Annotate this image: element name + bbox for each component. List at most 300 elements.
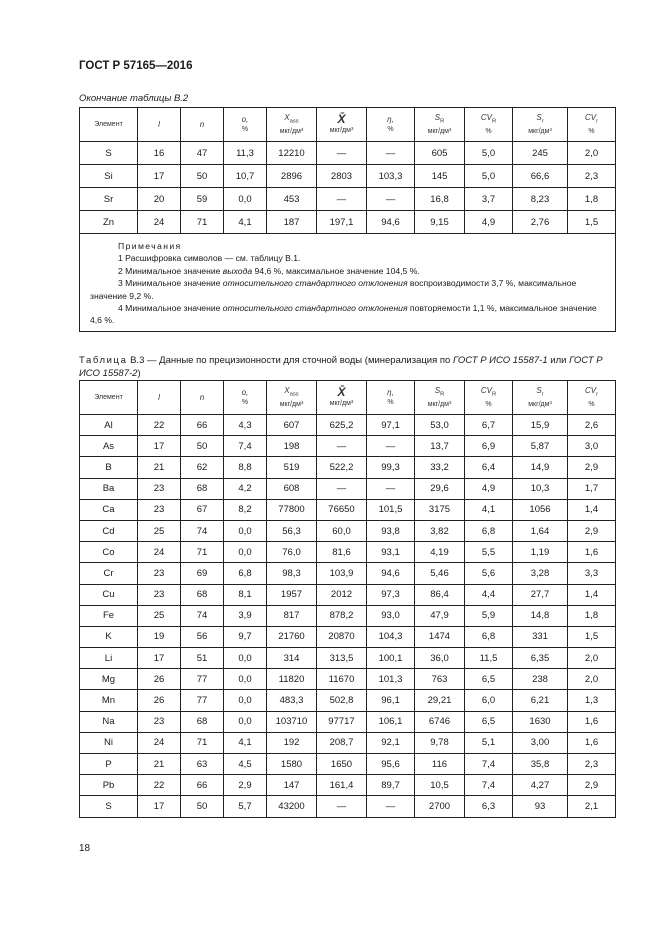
value-cell: 2,76: [513, 211, 568, 234]
value-cell: 6,8: [224, 563, 267, 584]
value-cell: 11,3: [224, 142, 267, 165]
value-cell: 1,7: [568, 478, 616, 499]
column-header: $CV_R$ %: [465, 381, 513, 415]
column-header: n: [181, 381, 224, 415]
element-cell: K: [80, 626, 138, 647]
value-cell: 33,2: [415, 457, 465, 478]
value-cell: 59: [181, 188, 224, 211]
page-number: 18: [79, 843, 91, 854]
value-cell: 625,2: [317, 415, 367, 436]
value-cell: 6,8: [465, 520, 513, 541]
value-cell: 1,4: [568, 499, 616, 520]
value-cell: 0,0: [224, 669, 267, 690]
value-cell: 6,9: [465, 436, 513, 457]
column-header: Элемент: [80, 108, 138, 142]
value-cell: 94,6: [367, 211, 415, 234]
value-cell: 3175: [415, 499, 465, 520]
value-cell: 77800: [267, 499, 317, 520]
value-cell: 5,46: [415, 563, 465, 584]
value-cell: 8,23: [513, 188, 568, 211]
value-cell: 6,0: [465, 690, 513, 711]
column-header: $CV_r$ %: [568, 108, 616, 142]
table-b2: [79, 107, 616, 332]
value-cell: 93: [513, 796, 568, 817]
value-cell: 3,00: [513, 732, 568, 753]
value-cell: 6,4: [465, 457, 513, 478]
value-cell: 101,5: [367, 499, 415, 520]
value-cell: 2,3: [568, 754, 616, 775]
value-cell: 71: [181, 732, 224, 753]
value-cell: 147: [267, 775, 317, 796]
table-row: [80, 520, 616, 541]
value-cell: 103,3: [367, 165, 415, 188]
table-row: [80, 732, 616, 753]
table-row: [80, 648, 616, 669]
value-cell: 25: [138, 605, 181, 626]
value-cell: 9,7: [224, 626, 267, 647]
value-cell: 2,9: [568, 520, 616, 541]
value-cell: 23: [138, 478, 181, 499]
notes-row: [80, 234, 616, 332]
column-header: Элемент: [80, 381, 138, 415]
value-cell: 1,3: [568, 690, 616, 711]
value-cell: 187: [267, 211, 317, 234]
value-cell: 68: [181, 584, 224, 605]
table-row: [80, 796, 616, 817]
value-cell: 605: [415, 142, 465, 165]
value-cell: 56,3: [267, 520, 317, 541]
element-cell: B: [80, 457, 138, 478]
value-cell: 96,1: [367, 690, 415, 711]
value-cell: 4,1: [224, 732, 267, 753]
value-cell: 50: [181, 796, 224, 817]
value-cell: 1474: [415, 626, 465, 647]
value-cell: 2,9: [224, 775, 267, 796]
note-4: 4 Минимальное значение относительного стандартного отклонения повторяемости 1,1 %, максимальное значение 4,6 %.: [90, 303, 597, 326]
element-cell: S: [80, 142, 138, 165]
value-cell: 6,8: [465, 626, 513, 647]
value-cell: 29,6: [415, 478, 465, 499]
value-cell: 1,4: [568, 584, 616, 605]
value-cell: 8,2: [224, 499, 267, 520]
value-cell: 4,1: [465, 499, 513, 520]
table-row: [80, 605, 616, 626]
column-header: $X_{ass}$ мкг/дм³: [267, 108, 317, 142]
value-cell: 13,7: [415, 436, 465, 457]
value-cell: 77: [181, 669, 224, 690]
value-cell: 878,2: [317, 605, 367, 626]
value-cell: 0,0: [224, 188, 267, 211]
value-cell: —: [367, 796, 415, 817]
value-cell: 2,0: [568, 669, 616, 690]
value-cell: 76650: [317, 499, 367, 520]
value-cell: 104,3: [367, 626, 415, 647]
notes-cell: [80, 234, 616, 332]
value-cell: 4,19: [415, 542, 465, 563]
value-cell: 519: [267, 457, 317, 478]
value-cell: 89,7: [367, 775, 415, 796]
value-cell: 67: [181, 499, 224, 520]
value-cell: 103710: [267, 711, 317, 732]
element-cell: Ba: [80, 478, 138, 499]
value-cell: 1,8: [568, 188, 616, 211]
element-cell: Mn: [80, 690, 138, 711]
table-row: [80, 669, 616, 690]
value-cell: 10,7: [224, 165, 267, 188]
value-cell: 27,7: [513, 584, 568, 605]
value-cell: 313,5: [317, 648, 367, 669]
value-cell: 0,0: [224, 711, 267, 732]
value-cell: 47,9: [415, 605, 465, 626]
value-cell: 50: [181, 165, 224, 188]
value-cell: 26: [138, 669, 181, 690]
table-row: [80, 584, 616, 605]
value-cell: 17: [138, 165, 181, 188]
value-cell: 93,1: [367, 542, 415, 563]
table-row: [80, 563, 616, 584]
value-cell: 0,0: [224, 520, 267, 541]
table-row: [80, 775, 616, 796]
element-cell: Ca: [80, 499, 138, 520]
value-cell: 71: [181, 211, 224, 234]
value-cell: 453: [267, 188, 317, 211]
value-cell: 208,7: [317, 732, 367, 753]
value-cell: 4,27: [513, 775, 568, 796]
value-cell: 2,0: [568, 648, 616, 669]
value-cell: 192: [267, 732, 317, 753]
table-header-row: [80, 108, 616, 142]
value-cell: 3,9: [224, 605, 267, 626]
value-cell: —: [367, 188, 415, 211]
value-cell: 93,0: [367, 605, 415, 626]
column-header: $X_{ass}$ мкг/дм³: [267, 381, 317, 415]
table-row: [80, 457, 616, 478]
value-cell: 99,3: [367, 457, 415, 478]
value-cell: 15,9: [513, 415, 568, 436]
element-cell: Cr: [80, 563, 138, 584]
value-cell: 116: [415, 754, 465, 775]
column-header: o, %: [224, 108, 267, 142]
value-cell: 5,87: [513, 436, 568, 457]
value-cell: 4,1: [224, 211, 267, 234]
column-header: n: [181, 108, 224, 142]
value-cell: 5,0: [465, 142, 513, 165]
value-cell: 1,19: [513, 542, 568, 563]
table-row: [80, 436, 616, 457]
value-cell: 53,0: [415, 415, 465, 436]
value-cell: 66: [181, 415, 224, 436]
column-header: η, %: [367, 108, 415, 142]
column-header: X̄ мкг/дм³: [317, 108, 367, 142]
value-cell: 3,82: [415, 520, 465, 541]
column-header: $S_r$ мкг/дм³: [513, 108, 568, 142]
value-cell: 11,5: [465, 648, 513, 669]
value-cell: 66: [181, 775, 224, 796]
value-cell: 2896: [267, 165, 317, 188]
column-header: $S_R$ мкг/дм³: [415, 108, 465, 142]
value-cell: 97,1: [367, 415, 415, 436]
value-cell: 6,35: [513, 648, 568, 669]
value-cell: 24: [138, 732, 181, 753]
value-cell: 76,0: [267, 542, 317, 563]
value-cell: 16,8: [415, 188, 465, 211]
value-cell: 3,3: [568, 563, 616, 584]
value-cell: 607: [267, 415, 317, 436]
element-cell: Ni: [80, 732, 138, 753]
value-cell: —: [367, 142, 415, 165]
element-cell: Li: [80, 648, 138, 669]
value-cell: —: [367, 436, 415, 457]
table-row: [80, 211, 616, 234]
value-cell: 1,5: [568, 626, 616, 647]
value-cell: 3,7: [465, 188, 513, 211]
table-row: [80, 626, 616, 647]
value-cell: 11670: [317, 669, 367, 690]
value-cell: 331: [513, 626, 568, 647]
value-cell: 314: [267, 648, 317, 669]
value-cell: 2,1: [568, 796, 616, 817]
element-cell: Co: [80, 542, 138, 563]
element-cell: Al: [80, 415, 138, 436]
value-cell: 522,2: [317, 457, 367, 478]
value-cell: 6,3: [465, 796, 513, 817]
value-cell: 94,6: [367, 563, 415, 584]
value-cell: 145: [415, 165, 465, 188]
value-cell: 1,64: [513, 520, 568, 541]
value-cell: 6746: [415, 711, 465, 732]
value-cell: 23: [138, 584, 181, 605]
value-cell: 502,8: [317, 690, 367, 711]
value-cell: 817: [267, 605, 317, 626]
column-header: $CV_r$ %: [568, 381, 616, 415]
value-cell: 2700: [415, 796, 465, 817]
value-cell: 24: [138, 211, 181, 234]
value-cell: 19: [138, 626, 181, 647]
value-cell: 47: [181, 142, 224, 165]
value-cell: 4,2: [224, 478, 267, 499]
value-cell: 4,5: [224, 754, 267, 775]
value-cell: 97,3: [367, 584, 415, 605]
column-header: l: [138, 108, 181, 142]
value-cell: 26: [138, 690, 181, 711]
table-row: [80, 188, 616, 211]
note-3: 3 Минимальное значение относительного стандартного отклонения воспроизводимости 3,7 %, максимальное значение 9,2 %.: [90, 278, 577, 301]
value-cell: 763: [415, 669, 465, 690]
value-cell: 10,5: [415, 775, 465, 796]
value-cell: 71: [181, 542, 224, 563]
value-cell: 95,6: [367, 754, 415, 775]
table-row: [80, 754, 616, 775]
value-cell: 6,7: [465, 415, 513, 436]
value-cell: 6,5: [465, 669, 513, 690]
value-cell: 66,6: [513, 165, 568, 188]
column-header: X̄ мкг/дм³: [317, 381, 367, 415]
table-row: [80, 142, 616, 165]
table-row: [80, 711, 616, 732]
element-cell: Fe: [80, 605, 138, 626]
value-cell: 197,1: [317, 211, 367, 234]
notes-title: Примечания: [118, 241, 182, 251]
table-row: [80, 165, 616, 188]
value-cell: —: [367, 478, 415, 499]
value-cell: 22: [138, 775, 181, 796]
value-cell: 245: [513, 142, 568, 165]
value-cell: 1650: [317, 754, 367, 775]
value-cell: 2012: [317, 584, 367, 605]
value-cell: —: [317, 478, 367, 499]
value-cell: 36,0: [415, 648, 465, 669]
value-cell: 1,6: [568, 542, 616, 563]
column-header: $S_r$ мкг/дм³: [513, 381, 568, 415]
value-cell: 62: [181, 457, 224, 478]
value-cell: 50: [181, 436, 224, 457]
column-header: $S_R$ мкг/дм³: [415, 381, 465, 415]
value-cell: 21760: [267, 626, 317, 647]
element-cell: Sr: [80, 188, 138, 211]
value-cell: 8,8: [224, 457, 267, 478]
element-cell: Zn: [80, 211, 138, 234]
value-cell: 77: [181, 690, 224, 711]
value-cell: 20: [138, 188, 181, 211]
value-cell: 0,0: [224, 542, 267, 563]
value-cell: 106,1: [367, 711, 415, 732]
value-cell: 24: [138, 542, 181, 563]
table-b3-caption: Таблица В.3 — Данные по прецизионности для сточной воды (минерализация по ГОСТ Р ИСО 15587-1 или ГОСТ Р ИСО 15587-2): [79, 355, 603, 379]
value-cell: 12210: [267, 142, 317, 165]
value-cell: 98,3: [267, 563, 317, 584]
value-cell: 51: [181, 648, 224, 669]
value-cell: 1580: [267, 754, 317, 775]
element-cell: Cu: [80, 584, 138, 605]
value-cell: 483,3: [267, 690, 317, 711]
table-row: [80, 690, 616, 711]
value-cell: 93,8: [367, 520, 415, 541]
value-cell: 1957: [267, 584, 317, 605]
value-cell: 14,8: [513, 605, 568, 626]
element-cell: As: [80, 436, 138, 457]
value-cell: 100,1: [367, 648, 415, 669]
value-cell: 43200: [267, 796, 317, 817]
column-header: o, %: [224, 381, 267, 415]
value-cell: 20870: [317, 626, 367, 647]
column-header: l: [138, 381, 181, 415]
value-cell: 17: [138, 796, 181, 817]
value-cell: 5,6: [465, 563, 513, 584]
value-cell: 2,9: [568, 775, 616, 796]
element-cell: Mg: [80, 669, 138, 690]
value-cell: 2,9: [568, 457, 616, 478]
value-cell: 69: [181, 563, 224, 584]
value-cell: 11820: [267, 669, 317, 690]
table-row: [80, 499, 616, 520]
value-cell: 68: [181, 711, 224, 732]
value-cell: 2,6: [568, 415, 616, 436]
value-cell: 74: [181, 520, 224, 541]
value-cell: 6,5: [465, 711, 513, 732]
value-cell: 56: [181, 626, 224, 647]
value-cell: 5,9: [465, 605, 513, 626]
value-cell: 0,0: [224, 690, 267, 711]
value-cell: 4,4: [465, 584, 513, 605]
value-cell: 103,9: [317, 563, 367, 584]
value-cell: 97717: [317, 711, 367, 732]
value-cell: —: [317, 436, 367, 457]
value-cell: 5,0: [465, 165, 513, 188]
value-cell: 161,4: [317, 775, 367, 796]
value-cell: 2,3: [568, 165, 616, 188]
value-cell: 6,21: [513, 690, 568, 711]
value-cell: 3,28: [513, 563, 568, 584]
value-cell: 7,4: [465, 754, 513, 775]
value-cell: 8,1: [224, 584, 267, 605]
value-cell: 74: [181, 605, 224, 626]
value-cell: 16: [138, 142, 181, 165]
value-cell: 60,0: [317, 520, 367, 541]
note-1: 1 Расшифровка символов — см. таблицу В.1.: [118, 253, 301, 264]
value-cell: 1,6: [568, 732, 616, 753]
document-header: ГОСТ Р 57165—2016: [79, 60, 193, 72]
table-row: [80, 478, 616, 499]
value-cell: —: [317, 188, 367, 211]
table-b3: [79, 380, 616, 818]
value-cell: 0,0: [224, 648, 267, 669]
value-cell: 86,4: [415, 584, 465, 605]
element-cell: Si: [80, 165, 138, 188]
value-cell: 9,15: [415, 211, 465, 234]
value-cell: 2,0: [568, 142, 616, 165]
value-cell: 17: [138, 648, 181, 669]
value-cell: 7,4: [465, 775, 513, 796]
value-cell: 29,21: [415, 690, 465, 711]
value-cell: 17: [138, 436, 181, 457]
value-cell: 1,6: [568, 711, 616, 732]
value-cell: 5,7: [224, 796, 267, 817]
value-cell: 2803: [317, 165, 367, 188]
column-header: η, %: [367, 381, 415, 415]
value-cell: 23: [138, 499, 181, 520]
value-cell: 1,8: [568, 605, 616, 626]
value-cell: 22: [138, 415, 181, 436]
value-cell: 63: [181, 754, 224, 775]
value-cell: —: [317, 796, 367, 817]
value-cell: 9,78: [415, 732, 465, 753]
value-cell: 238: [513, 669, 568, 690]
value-cell: 101,3: [367, 669, 415, 690]
value-cell: 7,4: [224, 436, 267, 457]
value-cell: 198: [267, 436, 317, 457]
value-cell: 21: [138, 457, 181, 478]
value-cell: 4,3: [224, 415, 267, 436]
value-cell: 5,5: [465, 542, 513, 563]
value-cell: 1630: [513, 711, 568, 732]
element-cell: Cd: [80, 520, 138, 541]
value-cell: 23: [138, 711, 181, 732]
value-cell: 14,9: [513, 457, 568, 478]
value-cell: 23: [138, 563, 181, 584]
value-cell: —: [317, 142, 367, 165]
value-cell: 4,9: [465, 211, 513, 234]
value-cell: 3,0: [568, 436, 616, 457]
value-cell: 10,3: [513, 478, 568, 499]
element-cell: Pb: [80, 775, 138, 796]
value-cell: 68: [181, 478, 224, 499]
table-b2-caption: Окончание таблицы В.2: [79, 93, 189, 104]
value-cell: 81,6: [317, 542, 367, 563]
value-cell: 608: [267, 478, 317, 499]
value-cell: 1,5: [568, 211, 616, 234]
value-cell: 21: [138, 754, 181, 775]
table-row: [80, 415, 616, 436]
